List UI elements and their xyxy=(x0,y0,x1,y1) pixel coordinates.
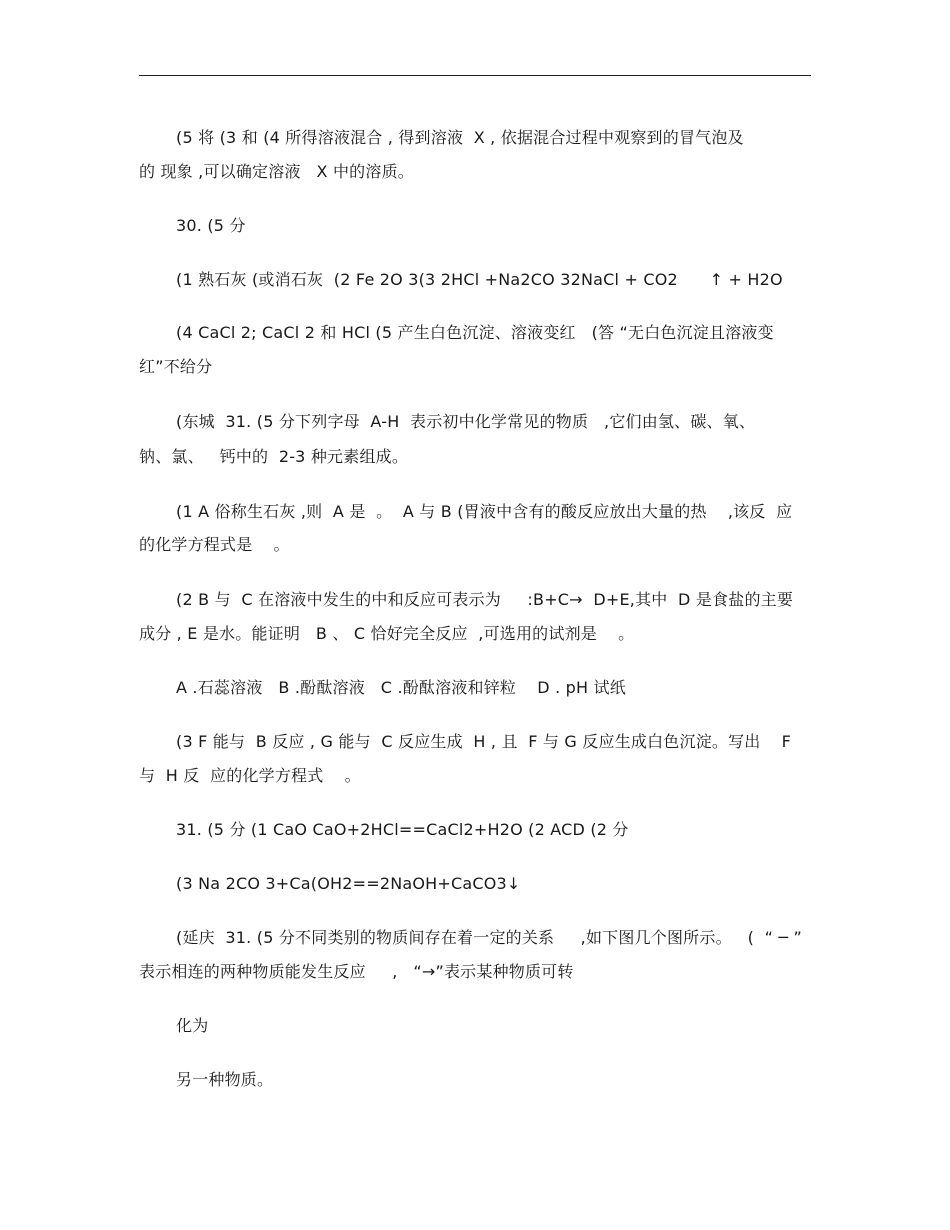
header-rule xyxy=(139,75,811,76)
text-line: (4 CaCl 2; CaCl 2 和 HCl (5 产生白色沉淀、溶液变红 (答 “无白色沉淀且溶液变 xyxy=(176,323,774,342)
text-line: 的 现象 ,可以确定溶液 X 中的溶质。 xyxy=(139,162,414,181)
text-line: 化为 xyxy=(176,1016,209,1035)
text-line: 成分 , E 是水。能证明 B 、 C 恰好完全反应 ,可选用的试剂是 。 xyxy=(139,624,635,643)
text-line: 表示相连的两种物质能发生反应 , “→”表示某种物质可转 xyxy=(139,962,574,981)
text-line: (东城 31. (5 分下列字母 A-H 表示初中化学常见的物质 ,它们由氢、碳、氧、 xyxy=(176,412,756,431)
text-line: (3 F 能与 B 反应 , G 能与 C 反应生成 H , 且 F 与 G 反应生成白色沉淀。写出 F xyxy=(176,732,792,751)
text-line: 与 H 反 应的化学方程式 。 xyxy=(139,766,361,785)
text-line: 31. (5 分 (1 CaO CaO+2HCl==CaCl2+H2O (2 ACD (2 分 xyxy=(176,820,629,839)
text-line: (1 熟石灰 (或消石灰 (2 Fe 2O 3(3 2HCl +Na2CO 32NaCl + CO2 ↑ + H2O xyxy=(176,270,783,289)
text-line: (1 A 俗称生石灰 ,则 A 是 。 A 与 B (胃液中含有的酸反应放出大量的热 ,该反 应 xyxy=(176,502,793,521)
text-line: A .石蕊溶液 B .酚酞溶液 C .酚酞溶液和锌粒 D . pH 试纸 xyxy=(176,678,626,697)
text-line: 30. (5 分 xyxy=(176,216,246,235)
text-line: (延庆 31. (5 分不同类别的物质间存在着一定的关系 ,如下图几个图所示。 ( “ ─ ” xyxy=(176,928,803,947)
text-line: 红”不给分 xyxy=(139,357,213,376)
text-line: 钠、氯、 钙中的 2-3 种元素组成。 xyxy=(139,447,409,466)
text-line: 的化学方程式是 。 xyxy=(139,535,290,554)
text-line: 另一种物质。 xyxy=(176,1070,274,1089)
text-line: (2 B 与 C 在溶液中发生的中和反应可表示为 :B+C→ D+E,其中 D 是食盐的主要 xyxy=(176,590,794,609)
text-line: (3 Na 2CO 3+Ca(OH2==2NaOH+CaCO3↓ xyxy=(176,874,521,893)
text-line: (5 将 (3 和 (4 所得溶液混合 , 得到溶液 X , 依据混合过程中观察到的冒气泡及 xyxy=(176,128,744,147)
